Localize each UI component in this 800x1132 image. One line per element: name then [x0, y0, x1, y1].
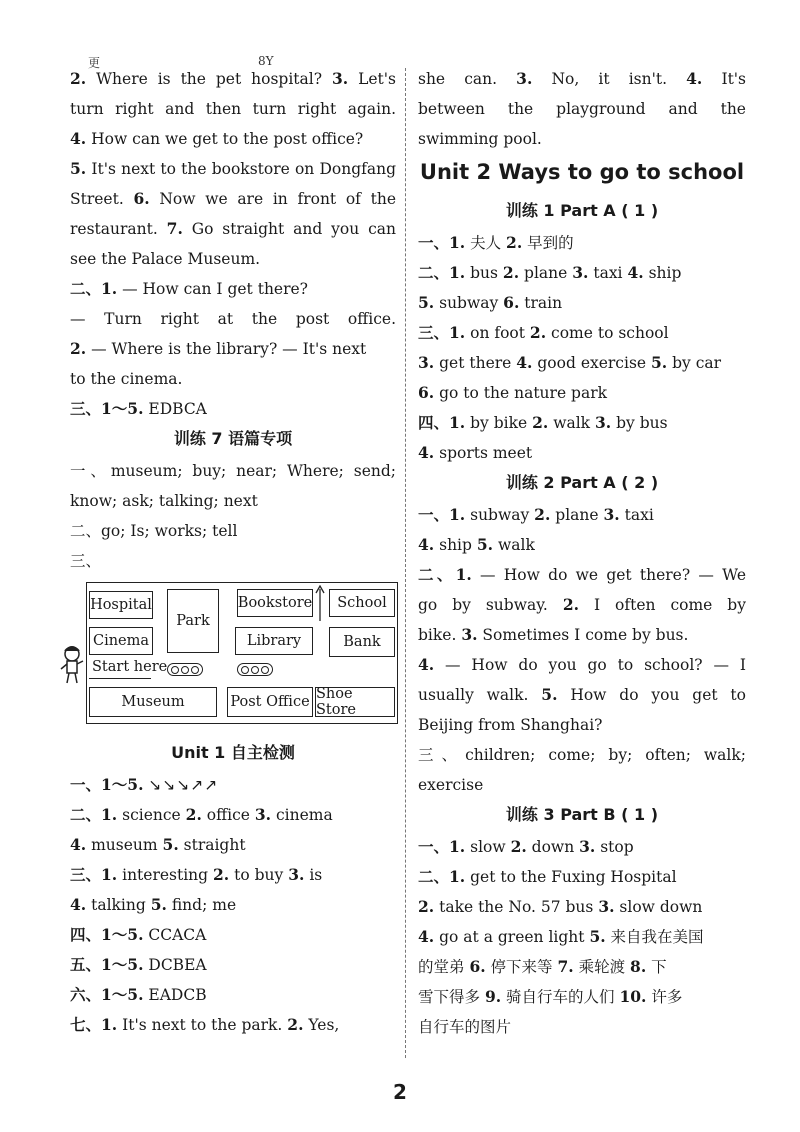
- section-title-unit1: Unit 1 自主检测: [171, 743, 295, 762]
- answer-line: see the Palace Museum.: [70, 250, 261, 268]
- answer-line: 三、1. on foot 2. come to school: [418, 323, 669, 342]
- answer-line: 4. go at a green light 5. 来自我在美国: [418, 927, 704, 946]
- answer-line: 的堂弟 6. 停下来等 7. 乘轮渡 8. 下: [418, 957, 667, 976]
- answer-line: 一、1. slow 2. down 3. stop: [418, 837, 634, 856]
- answer-line: 一、1. 夫人 2. 早到的: [418, 233, 574, 252]
- answer-line: 5. It's next to the bookstore on Dongfang: [70, 159, 396, 178]
- answer-line: 一、1. subway 2. plane 3. taxi: [418, 505, 654, 524]
- answer-line: usually walk. 5. How do you get to: [418, 685, 746, 704]
- map-museum: Museum: [89, 687, 217, 717]
- header-mark-code: 8Y: [258, 54, 274, 68]
- intonation-arrows: ↘↘↘↗↗: [148, 776, 219, 794]
- answer-line: between the playground and the: [418, 100, 746, 118]
- answer-line: 二、1. bus 2. plane 3. taxi 4. ship: [418, 263, 682, 282]
- map-start-here: Start here: [92, 659, 168, 675]
- answer-line: 三、1～5. EDBCA: [70, 399, 207, 418]
- answer-line: Street. 6. Now we are in front of the: [70, 189, 396, 208]
- answer-line: 四、1. by bike 2. walk 3. by bus: [418, 413, 668, 432]
- section-title-train3: 训练 3 Part B ( 1 ): [505, 805, 659, 824]
- answer-line: 一、museum; buy; near; Where; send;: [70, 462, 396, 480]
- answer-line: 二、1. — How do we get there? — We: [418, 565, 746, 584]
- right-column: [418, 64, 746, 1042]
- map-park: Park: [167, 589, 219, 653]
- answer-line: swimming pool.: [418, 130, 542, 148]
- map-bookstore: Bookstore: [237, 589, 313, 617]
- answer-line: turn right and then turn right again.: [70, 100, 396, 118]
- answer-line: she can. 3. No, it isn't. 4. It's: [418, 69, 747, 88]
- answer-line: 自行车的图片: [418, 1018, 512, 1036]
- answer-line: 七、1. It's next to the park. 2. Yes,: [70, 1015, 340, 1034]
- answer-line: restaurant. 7. Go straight and you can: [70, 219, 396, 238]
- header-mark-left: 更: [88, 56, 101, 70]
- answer-line: 三、1. interesting 2. to buy 3. is: [70, 865, 323, 884]
- answer-line: 2. — Where is the library? — It's next: [70, 339, 367, 358]
- map-shoe-store: Shoe Store: [315, 687, 395, 717]
- answer-line: 二、1. get to the Fuxing Hospital: [418, 867, 677, 886]
- answer-line: 一、1～5. ↘↘↘↗↗: [70, 775, 219, 794]
- page-number: 2: [393, 1080, 407, 1104]
- left-column: [70, 64, 396, 1040]
- traffic-light-icon: [167, 663, 203, 676]
- answer-line: 二、1. — How can I get there?: [70, 279, 308, 298]
- map-bank: Bank: [329, 627, 395, 657]
- answer-line: 3. get there 4. good exercise 5. by car: [418, 353, 722, 372]
- answer-line: 六、1～5. EADCB: [70, 985, 207, 1004]
- answer-line: know; ask; talking; next: [70, 492, 258, 510]
- map-school: School: [329, 589, 395, 617]
- answer-line: 4. sports meet: [418, 443, 533, 462]
- answer-line: bike. 3. Sometimes I come by bus.: [418, 625, 689, 644]
- answer-line: 2. take the No. 57 bus 3. slow down: [418, 897, 703, 916]
- answer-line: 2. Where is the pet hospital? 3. Let's: [70, 69, 396, 88]
- answer-line: 五、1～5. DCBEA: [70, 955, 207, 974]
- column-divider: [405, 68, 406, 1058]
- map-road-line: [89, 678, 151, 679]
- answer-line: 二、1. science 2. office 3. cinema: [70, 805, 333, 824]
- answer-line: 5. subway 6. train: [418, 293, 563, 312]
- child-figure-icon: [59, 645, 85, 685]
- answer-line: 三、children; come; by; often; walk;: [418, 746, 746, 764]
- answer-line: go by subway. 2. I often come by: [418, 595, 746, 614]
- traffic-light-icon: [237, 663, 273, 676]
- answer-line: 4. ship 5. walk: [418, 535, 535, 554]
- answer-line: exercise: [418, 776, 484, 794]
- map-hospital: Hospital: [89, 591, 153, 619]
- answer-line: 6. go to the nature park: [418, 383, 608, 402]
- answer-line: to the cinema.: [70, 370, 183, 388]
- answer-line: 4. How can we get to the post office?: [70, 129, 364, 148]
- section-title-train7: 训练 7 语篇专项: [173, 429, 293, 448]
- section-title-train1: 训练 1 Part A ( 1 ): [505, 201, 659, 220]
- answer-line: 四、1～5. CCACA: [70, 925, 207, 944]
- answer-line: 4. — How do you go to school? — I: [418, 655, 746, 674]
- section-title-train2: 训练 2 Part A ( 2 ): [505, 473, 659, 492]
- answer-line: 雪下得多 9. 骑自行车的人们 10. 许多: [418, 987, 683, 1006]
- unit2-title: Unit 2 Ways to go to school: [419, 160, 745, 184]
- up-arrow-icon: [315, 585, 325, 621]
- street-map: [86, 582, 398, 724]
- answer-line: 三、: [70, 552, 102, 570]
- map-cinema: Cinema: [89, 627, 153, 655]
- answer-line: Beijing from Shanghai?: [418, 716, 603, 734]
- map-post-office: Post Office: [227, 687, 313, 717]
- map-library: Library: [235, 627, 313, 655]
- answer-line: — Turn right at the post office.: [70, 310, 396, 328]
- answer-line: 4. talking 5. find; me: [70, 895, 237, 914]
- answer-line: 二、go; Is; works; tell: [70, 522, 238, 540]
- answer-line: 4. museum 5. straight: [70, 835, 246, 854]
